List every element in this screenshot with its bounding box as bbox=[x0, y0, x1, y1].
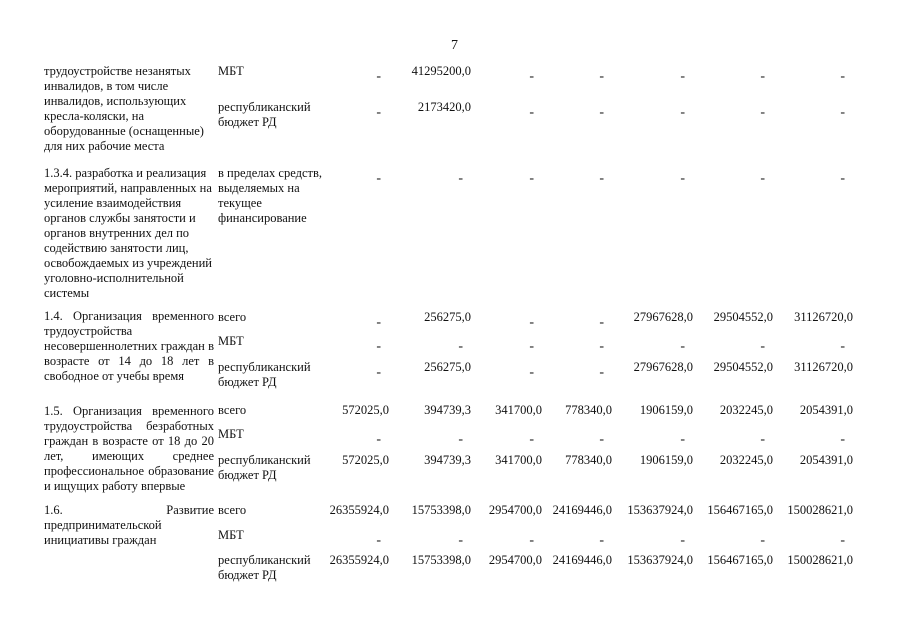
dash-cell: - bbox=[840, 171, 845, 186]
funding-source: всего bbox=[218, 503, 247, 517]
dash-cell: - bbox=[529, 69, 534, 84]
value-cell: 24169446,0 bbox=[552, 503, 612, 517]
value-cell: 153637924,0 bbox=[627, 553, 693, 567]
value-cell: 27967628,0 bbox=[633, 360, 693, 374]
funding-source: республиканский бюджет РД bbox=[218, 553, 311, 582]
dash-cell: - bbox=[529, 339, 534, 354]
dash-cell: - bbox=[680, 171, 685, 186]
value-cell: 2954700,0 bbox=[488, 503, 542, 517]
value-cell: 2032245,0 bbox=[719, 403, 773, 417]
dash-cell: - bbox=[376, 533, 381, 548]
value-cell: 15753398,0 bbox=[411, 553, 471, 567]
value-cell: 778340,0 bbox=[565, 403, 612, 417]
dash-cell: - bbox=[760, 339, 765, 354]
dash-cell: - bbox=[599, 432, 604, 447]
dash-cell: - bbox=[680, 105, 685, 120]
funding-source: всего bbox=[218, 403, 247, 417]
value-cell: 156467165,0 bbox=[707, 553, 773, 567]
dash-cell: - bbox=[529, 315, 534, 330]
value-cell: 256275,0 bbox=[424, 360, 471, 374]
value-cell: 26355924,0 bbox=[329, 503, 389, 517]
dash-cell: - bbox=[760, 533, 765, 548]
funding-source: МБТ bbox=[218, 427, 244, 441]
value-cell: 341700,0 bbox=[495, 403, 542, 417]
dash-cell: - bbox=[529, 432, 534, 447]
dash-cell: - bbox=[376, 69, 381, 84]
value-cell: 150028621,0 bbox=[787, 503, 853, 517]
dash-cell: - bbox=[376, 171, 381, 186]
dash-cell: - bbox=[760, 105, 765, 120]
dash-cell: - bbox=[760, 432, 765, 447]
value-cell: 2054391,0 bbox=[799, 403, 853, 417]
dash-cell: - bbox=[840, 432, 845, 447]
value-cell: 572025,0 bbox=[342, 403, 389, 417]
funding-source: МБТ bbox=[218, 64, 244, 78]
dash-cell: - bbox=[760, 69, 765, 84]
row-description: 1.5. Организация временного трудоустройства безработных граждан в возрасте от 18 до 20 лет, имеющих среднее профессиональное образование и ищущих работу впервые bbox=[44, 404, 214, 493]
value-cell: 15753398,0 bbox=[411, 503, 471, 517]
funding-source: в пределах средств, выделяемых на текущее финансирование bbox=[218, 166, 322, 225]
value-cell: 2954700,0 bbox=[488, 553, 542, 567]
dash-cell: - bbox=[376, 315, 381, 330]
value-cell: 31126720,0 bbox=[794, 360, 853, 374]
funding-source: республиканский бюджет РД bbox=[218, 100, 311, 129]
dash-cell: - bbox=[458, 533, 463, 548]
value-cell: 1906159,0 bbox=[639, 453, 693, 467]
value-cell: 31126720,0 bbox=[794, 310, 853, 324]
dash-cell: - bbox=[840, 339, 845, 354]
value-cell: 2054391,0 bbox=[799, 453, 853, 467]
funding-source: МБТ bbox=[218, 528, 244, 542]
dash-cell: - bbox=[680, 69, 685, 84]
row-description: 1.6. Развитие предпринимательской инициативы граждан bbox=[44, 503, 214, 547]
value-cell: 1906159,0 bbox=[639, 403, 693, 417]
page-number: 7 bbox=[451, 38, 458, 53]
dash-cell: - bbox=[599, 69, 604, 84]
value-cell: 2173420,0 bbox=[417, 100, 471, 114]
dash-cell: - bbox=[599, 105, 604, 120]
dash-cell: - bbox=[680, 339, 685, 354]
dash-cell: - bbox=[376, 105, 381, 120]
value-cell: 26355924,0 bbox=[329, 553, 389, 567]
dash-cell: - bbox=[458, 171, 463, 186]
dash-cell: - bbox=[458, 339, 463, 354]
dash-cell: - bbox=[599, 339, 604, 354]
dash-cell: - bbox=[529, 171, 534, 186]
dash-cell: - bbox=[680, 533, 685, 548]
funding-source: всего bbox=[218, 310, 247, 324]
value-cell: 29504552,0 bbox=[713, 310, 773, 324]
value-cell: 394739,3 bbox=[424, 453, 471, 467]
funding-source: МБТ bbox=[218, 334, 244, 348]
value-cell: 24169446,0 bbox=[552, 553, 612, 567]
dash-cell: - bbox=[376, 365, 381, 380]
value-cell: 156467165,0 bbox=[707, 503, 773, 517]
value-cell: 153637924,0 bbox=[627, 503, 693, 517]
dash-cell: - bbox=[599, 171, 604, 186]
value-cell: 150028621,0 bbox=[787, 553, 853, 567]
dash-cell: - bbox=[376, 339, 381, 354]
dash-cell: - bbox=[458, 432, 463, 447]
value-cell: 41295200,0 bbox=[411, 64, 471, 78]
row-description: 1.3.4. разработка и реализация мероприятий, направленных на усиление взаимодействия органов службы занятости и органов внутренних дел по содействию занятости лиц, освобождаемых из учреждений уголовно-исполнительной системы bbox=[44, 166, 212, 300]
dash-cell: - bbox=[680, 432, 685, 447]
value-cell: 572025,0 bbox=[342, 453, 389, 467]
dash-cell: - bbox=[599, 315, 604, 330]
value-cell: 341700,0 bbox=[495, 453, 542, 467]
value-cell: 27967628,0 bbox=[633, 310, 693, 324]
value-cell: 256275,0 bbox=[424, 310, 471, 324]
value-cell: 2032245,0 bbox=[719, 453, 773, 467]
value-cell: 778340,0 bbox=[565, 453, 612, 467]
dash-cell: - bbox=[840, 69, 845, 84]
row-description: 1.4. Организация временного трудоустройства несовершеннолетних граждан в возрасте от 14 до 18 лет в свободное от учебы время bbox=[44, 309, 214, 383]
dash-cell: - bbox=[760, 171, 765, 186]
dash-cell: - bbox=[529, 105, 534, 120]
dash-cell: - bbox=[529, 533, 534, 548]
dash-cell: - bbox=[599, 365, 604, 380]
value-cell: 394739,3 bbox=[424, 403, 471, 417]
dash-cell: - bbox=[376, 432, 381, 447]
dash-cell: - bbox=[840, 533, 845, 548]
dash-cell: - bbox=[599, 533, 604, 548]
dash-cell: - bbox=[529, 365, 534, 380]
funding-source: республиканский бюджет РД bbox=[218, 360, 311, 389]
value-cell: 29504552,0 bbox=[713, 360, 773, 374]
funding-source: республиканский бюджет РД bbox=[218, 453, 311, 482]
row-description: трудоустройстве незанятых инвалидов, в том числе инвалидов, использующих кресла-коляски, на оборудованные (оснащенные) для них рабочие места bbox=[44, 64, 204, 153]
dash-cell: - bbox=[840, 105, 845, 120]
